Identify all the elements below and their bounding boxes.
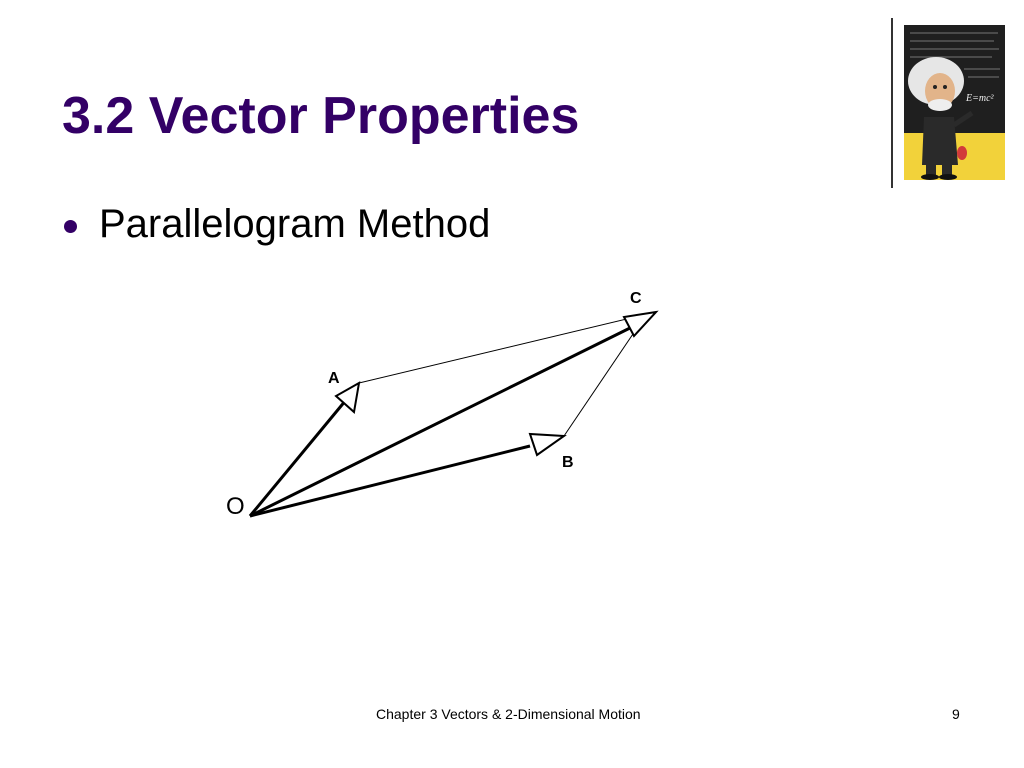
label-a: A: [328, 370, 340, 387]
vector-b-line: [250, 446, 530, 516]
body: [922, 117, 958, 165]
slide-title: 3.2 Vector Properties: [62, 87, 580, 145]
vertical-divider: [891, 18, 893, 188]
parallelogram-diagram: [210, 280, 670, 530]
portrait-equation: E=mc²: [966, 93, 994, 104]
label-c: C: [630, 290, 642, 307]
vector-b-arrowhead: [530, 434, 564, 455]
einstein-cartoon-image: [904, 25, 1005, 180]
label-o: O: [226, 493, 245, 520]
bullet-dot-icon: [64, 220, 77, 233]
vector-c-arrowhead: [624, 312, 656, 336]
label-b: B: [562, 454, 574, 471]
side-a-to-c: [359, 312, 656, 383]
footer-chapter-title: Chapter 3 Vectors & 2-Dimensional Motion: [376, 706, 641, 722]
einstein-cartoon-svg: [904, 25, 1005, 180]
vector-a-line: [250, 400, 346, 516]
bullet-item: [64, 202, 490, 247]
page-number: 9: [952, 706, 960, 722]
bullet-text: Parallelogram Method: [99, 202, 491, 246]
